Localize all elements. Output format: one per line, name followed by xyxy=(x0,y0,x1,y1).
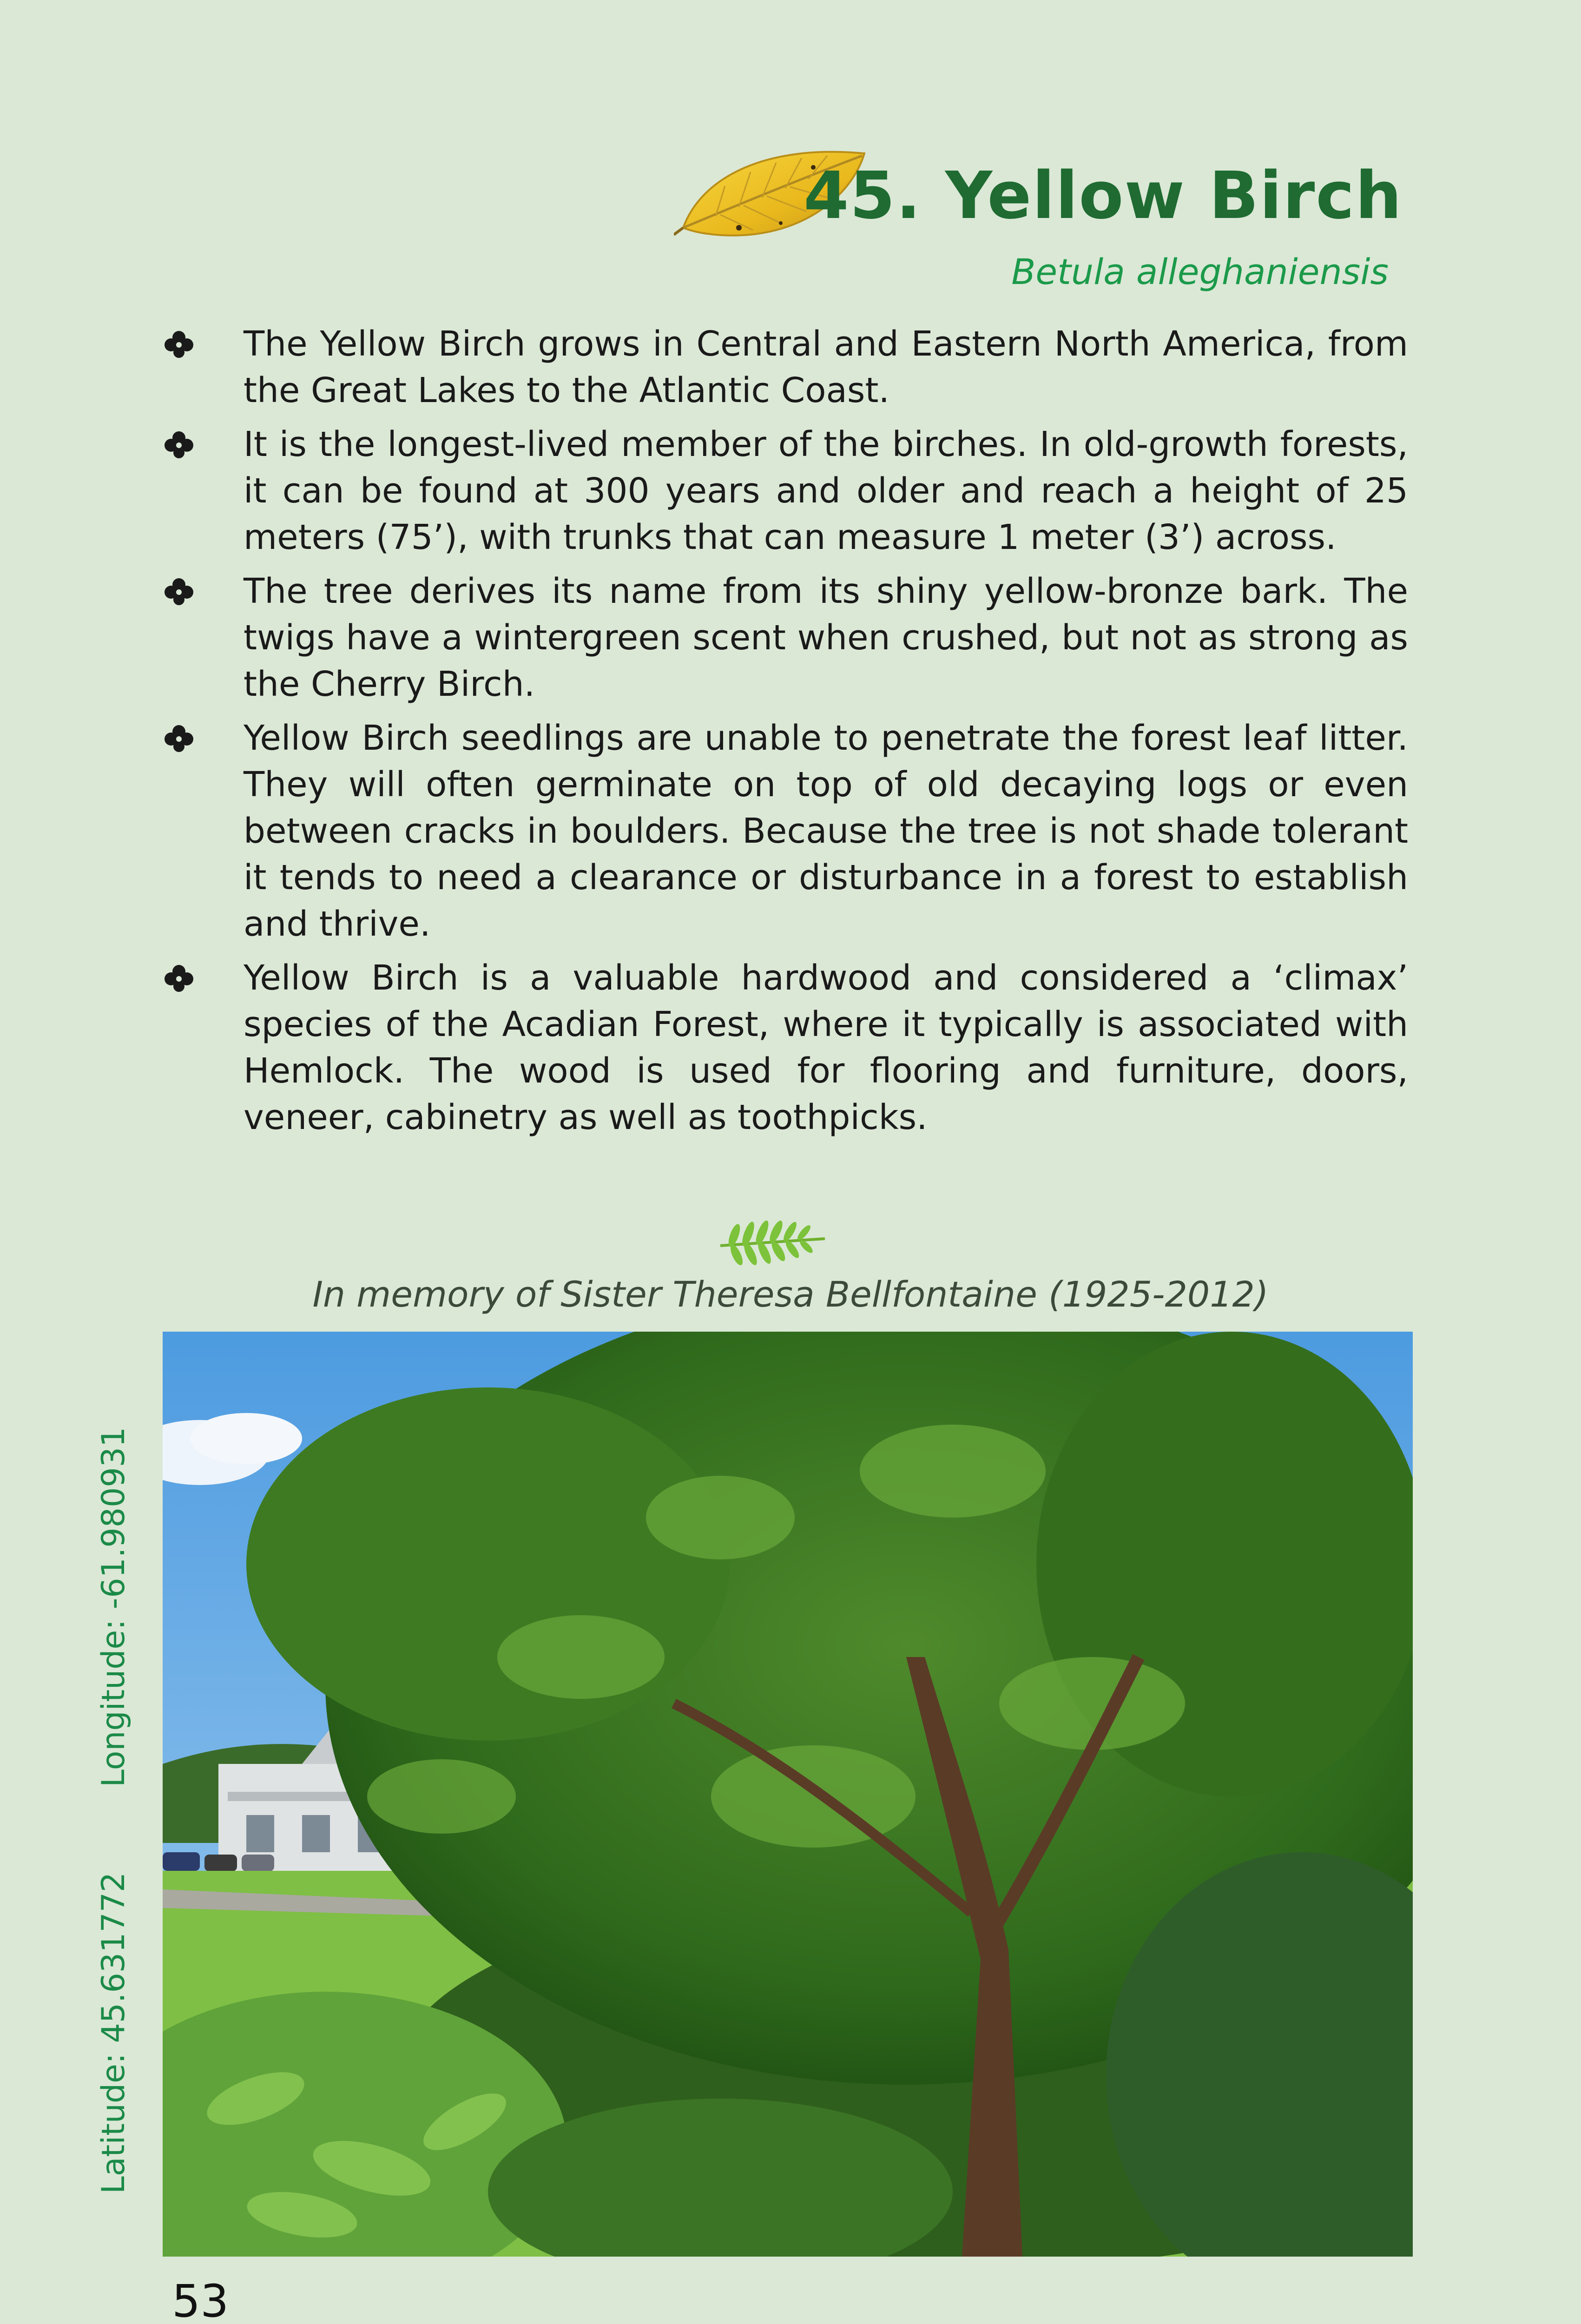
fact-list xyxy=(163,321,1408,1148)
fact-item xyxy=(163,568,1408,707)
latitude-label: Latitude: 45.631772 xyxy=(95,1872,132,2194)
fact-text: Yellow Birch seedlings are unable to penetrate the forest leaf litter. They will often germinate on top of old decaying logs or even between cracks in boulders. Because the tree is not shade tolerant it tends to need a clearance or disturbance in a forest to establish and thrive. xyxy=(244,718,1408,944)
longitude-label: Longitude: -61.980931 xyxy=(95,1427,132,1787)
fact-item xyxy=(163,715,1408,947)
flower-bullet-icon xyxy=(163,963,195,996)
page-number: 53 xyxy=(172,2275,229,2324)
fact-item xyxy=(163,955,1408,1141)
flower-bullet-icon xyxy=(163,723,195,756)
fact-text: Yellow Birch is a valuable hardwood and considered a ‘climax’ species of the Acadian Forest, where it typically is associated with Hemlock. The wood is used for flooring and furniture, doors, veneer, cabinetry as well as toothpicks. xyxy=(244,958,1408,1137)
flower-bullet-icon xyxy=(163,429,195,462)
flower-bullet-icon xyxy=(163,329,195,362)
flower-bullet-icon xyxy=(163,576,195,609)
page-title: 45. Yellow Birch xyxy=(804,158,1403,234)
gps-coordinates xyxy=(95,1427,132,2194)
fern-leaf-icon xyxy=(716,1218,827,1269)
scientific-name: Betula alleghaniensis xyxy=(1011,251,1389,292)
fact-text: It is the longest-lived member of the birches. In old-growth forests, it can be found at 300 years and older and reach a height of 25 meters (75’), with trunks that can measure 1 meter (3’) across. xyxy=(244,424,1408,557)
dedication-text: In memory of Sister Theresa Bellfontaine (1925-2012) xyxy=(312,1274,1269,1315)
yellow-birch-photo xyxy=(163,1332,1413,2257)
fact-item xyxy=(163,321,1408,414)
fact-text: The Yellow Birch grows in Central and Eastern North America, from the Great Lakes to the Atlantic Coast. xyxy=(244,324,1408,410)
fact-text: The tree derives its name from its shiny yellow-bronze bark. The twigs have a wintergreen scent when crushed, but not as strong as the Cherry Birch. xyxy=(244,571,1408,704)
fact-item xyxy=(163,421,1408,561)
